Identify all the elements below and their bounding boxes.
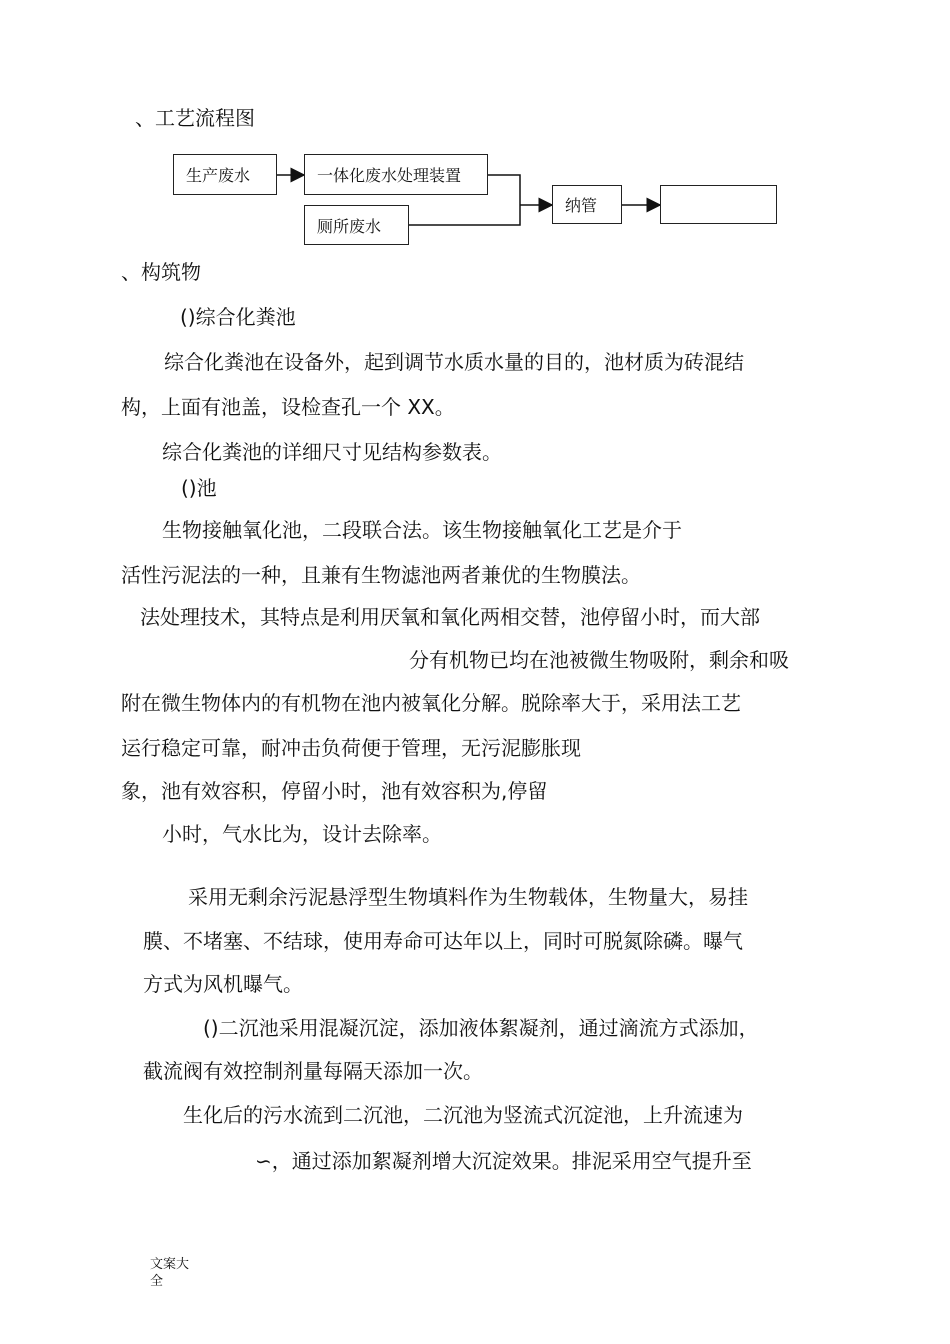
paragraph-line: 法处理技术，其特点是利用厌氧和氧化两相交替，池停留小时，而大部 [140, 605, 760, 629]
flow-connectors [0, 0, 950, 260]
paragraph-line: 活性污泥法的一种，且兼有生物滤池两者兼优的生物膜法。 [121, 563, 641, 587]
connector-box3-to-merge [409, 205, 520, 225]
subheading-septic-tank: ()综合化粪池 [180, 305, 296, 329]
process-flow-heading: 、工艺流程图 [135, 106, 255, 130]
structures-heading: 、构筑物 [121, 260, 201, 284]
paragraph-line: 生物接触氧化池，二段联合法。该生物接触氧化工艺是介于 [162, 518, 682, 542]
paragraph-line: 附在微生物体内的有机物在池内被氧化分解。脱除率大于，采用法工艺 [121, 691, 741, 715]
paragraph-line: 采用无剩余污泥悬浮型生物填料作为生物载体，生物量大，易挂 [188, 885, 748, 909]
paragraph-line: 膜、不堵塞、不结球，使用寿命可达年以上，同时可脱氮除磷。曝气 [143, 929, 743, 953]
paragraph-line: 综合化粪池的详细尺寸见结构参数表。 [162, 440, 502, 464]
flow-box-toilet-wastewater: 厕所废水 [304, 205, 409, 245]
paragraph-line: 综合化粪池在设备外，起到调节水质水量的目的，池材质为砖混结 [164, 350, 744, 374]
paragraph-line: 生化后的污水流到二沉池，二沉池为竖流式沉淀池，上升流速为 [183, 1103, 743, 1127]
connector-box2-to-merge [488, 175, 520, 205]
paragraph-line: 构，上面有池盖，设检查孔一个 XX。 [121, 395, 455, 419]
paragraph-line: 运行稳定可靠，耐冲击负荷便于管理，无污泥膨胀现 [121, 736, 581, 760]
flow-box-production-wastewater: 生产废水 [173, 154, 277, 195]
paragraph-line: 小时，气水比为，设计去除率。 [162, 822, 442, 846]
footer-line: 文案大 [150, 1257, 190, 1272]
paragraph-line: ()二沉池采用混凝沉淀，添加液体絮凝剂，通过滴流方式添加， [203, 1016, 759, 1040]
footer-line: 全 [150, 1274, 164, 1289]
flow-box-sewer: 纳管 [552, 185, 622, 224]
footer-watermark [150, 1256, 189, 1290]
paragraph-line: 截流阀有效控制剂量每隔天添加一次。 [143, 1059, 483, 1083]
paragraph-line: ∽，通过添加絮凝剂增大沉淀效果。排泥采用空气提升至 [255, 1149, 752, 1173]
flow-box-treatment-unit: 一体化废水处理装置 [304, 154, 488, 195]
paragraph-line: 方式为风机曝气。 [143, 972, 303, 996]
paragraph-line: 分有机物已均在池被微生物吸附，剩余和吸 [409, 648, 789, 672]
flow-box-empty [660, 185, 777, 224]
paragraph-line: 象，池有效容积，停留小时，池有效容积为,停留 [121, 779, 548, 803]
subheading-pool: ()池 [181, 476, 217, 500]
